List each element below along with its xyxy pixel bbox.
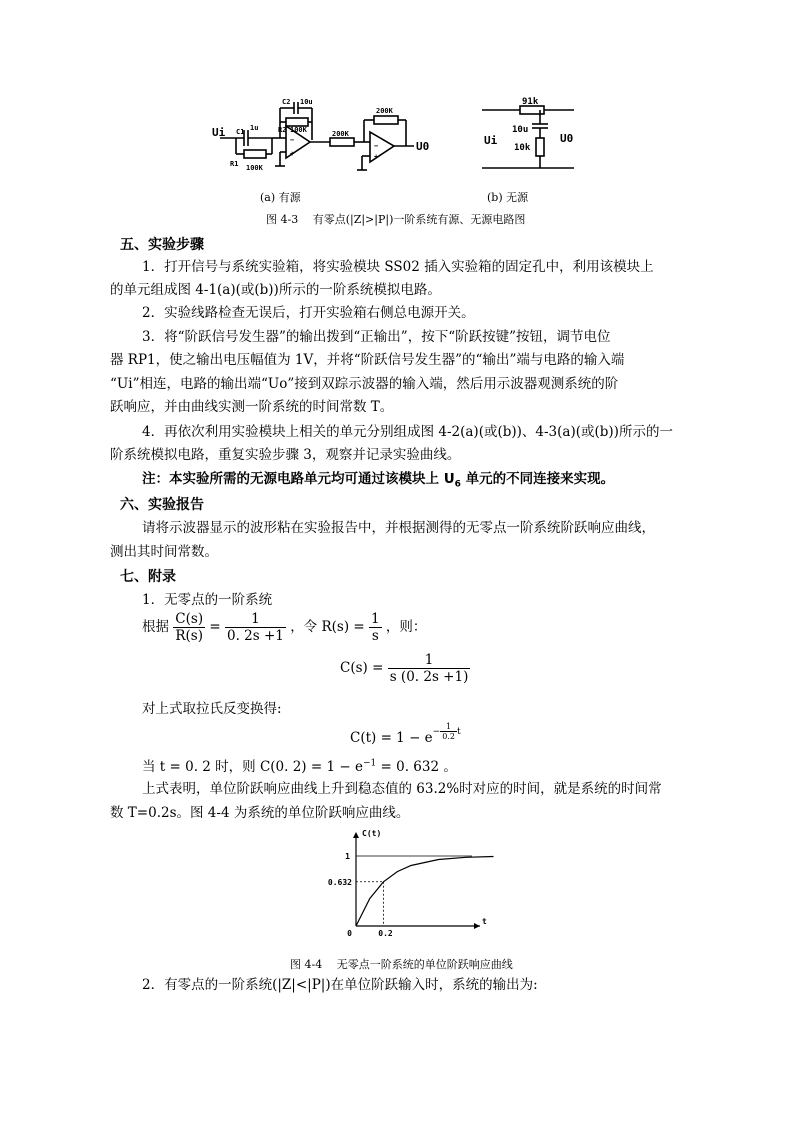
section-6-title: 六、实验报告 <box>120 497 204 513</box>
x-tick-02: 0.2 <box>378 929 393 938</box>
section-7-title: 七、附录 <box>120 569 176 585</box>
y-axis-arrow <box>353 832 359 838</box>
svg-text:10u: 10u <box>300 98 313 106</box>
svg-text:Ui: Ui <box>484 134 498 147</box>
x-axis-label: t <box>482 917 487 926</box>
svg-text:10k: 10k <box>514 143 531 153</box>
transfer-function-equation: 根据 $\frac{C(s)}{R(s)}$ = $\frac{1}{0. 2s +1}$ ，令 R(s) = $\frac{1}{s}$ ，则： <box>142 611 427 644</box>
y-tick-0632: 0.632 <box>327 877 352 887</box>
svg-text:100K: 100K <box>246 164 263 172</box>
section-5-title: 五、实验步骤 <box>120 237 204 253</box>
report-line-1: 请将示波器显示的波形粘在实验报告中，并根据测得的无零点一阶系统阶跃响应曲线， <box>142 520 655 536</box>
value-at-tau-equation: 当 t = 0. 2 时，则 C(0. $2) = 1 - e^{-1} = 0$. 632 。 <box>142 758 457 775</box>
figure-4-4-caption: 图 4-4 无零点一阶系统的单位阶跃响应曲线 <box>290 958 513 971</box>
figure-4-3b-subcaption: (b) 无源 <box>487 191 529 204</box>
appendix-item-1: 1．无零点的一阶系统 <box>142 592 273 608</box>
step-4-line-2: 阶系统模拟电路，重复实验步骤 3，观察并记录实验曲线。 <box>110 447 461 463</box>
circuit-a-uo-label: U0 <box>416 140 430 153</box>
step-response-curve <box>356 857 494 927</box>
figure-4-4-step-response-chart <box>320 826 487 938</box>
svg-text:R2: R2 <box>278 126 287 134</box>
step-3-line-3: “Ui”相连，电路的输出端“Uo”接到双踪示波器的输入端，然后用示波器观测系统的阶 <box>110 376 619 392</box>
step-1-line-1: 1．打开信号与系统实验箱，将实验模块 SS02 插入实验箱的固定孔中，利用该模块上 <box>142 259 654 275</box>
time-constant-line-1: 上式表明，单位阶跃响应曲线上升到稳态值的 63.2%时对应的时间，就是系统的时间常 <box>142 781 662 797</box>
svg-text:200K: 200K <box>376 107 393 115</box>
svg-text:−: − <box>290 136 295 144</box>
inverse-laplace-text: 对上式取拉氏反变换得: <box>142 701 282 717</box>
svg-text:100K: 100K <box>290 126 307 134</box>
step-4-line-1: 4．再依次利用实验模块上相关的单元分别组成图 4-2(a)(或(b))、4-3(a)(或(b))所示的一 <box>142 424 673 440</box>
y-axis-label: C(t) <box>362 829 382 838</box>
x-axis-arrow <box>474 923 480 929</box>
svg-text:91k: 91k <box>522 97 539 107</box>
output-laplace-equation: C(s) = $\frac{1}{s (0. 2s +1)}$ <box>340 652 469 685</box>
note: 注：本实验所需的无源电路单元均可通过该模块上 $U_6$ 单元的不同连接来实现。 <box>142 471 615 490</box>
figure-4-3a-active-circuit <box>210 96 440 180</box>
step-1-line-2: 的单元组成图 4-1(a)(或(b))所示的一阶系统模拟电路。 <box>110 282 441 298</box>
svg-text:+: + <box>290 150 295 158</box>
circuit-a-ui-label: Ui <box>212 126 226 139</box>
figure-4-3b-passive-circuit <box>478 96 588 180</box>
appendix-item-2: 2．有零点的一阶系统(|Z|<|P|)在单位阶跃输入时，系统的输出为: <box>142 977 538 993</box>
svg-text:C2: C2 <box>282 98 291 106</box>
svg-text:1u: 1u <box>250 124 259 132</box>
svg-text:R1: R1 <box>230 160 239 168</box>
svg-text:200K: 200K <box>332 130 349 138</box>
time-response-equation: C(t) = 1 − e− $\frac{1}{0.2}$ t <box>350 722 461 746</box>
svg-text:+: + <box>374 153 379 161</box>
step-3-line-4: 跃响应，并由曲线实测一阶系统的时间常数 T。 <box>110 399 394 415</box>
origin-tick: 0 <box>347 929 352 938</box>
step-2: 2．实验线路检查无误后，打开实验箱右侧总电源开关。 <box>142 305 475 321</box>
step-3-line-2: 器 RP1，使之输出电压幅值为 1V，并将“阶跃信号发生器”的“输出”端与电路的输入端 <box>110 352 625 368</box>
step-3-line-1: 3．将“阶跃信号发生器”的输出拨到“正输出”，按下“阶跃按键”按钮，调节电位 <box>142 329 611 345</box>
time-constant-line-2: 数 T=0.2s。图 4-4 为系统的单位阶跃响应曲线。 <box>110 805 410 821</box>
figure-4-3a-subcaption: (a) 有源 <box>260 191 301 204</box>
y-tick-1: 1 <box>345 852 350 861</box>
svg-text:C1: C1 <box>236 128 245 136</box>
report-line-2: 测出其时间常数。 <box>110 544 218 560</box>
svg-text:U0: U0 <box>560 132 574 145</box>
figure-4-3-caption: 图 4-3 有零点(|Z|>|P|)一阶系统有源、无源电路图 <box>266 213 526 226</box>
svg-text:10u: 10u <box>512 125 529 135</box>
svg-text:−: − <box>374 142 379 150</box>
